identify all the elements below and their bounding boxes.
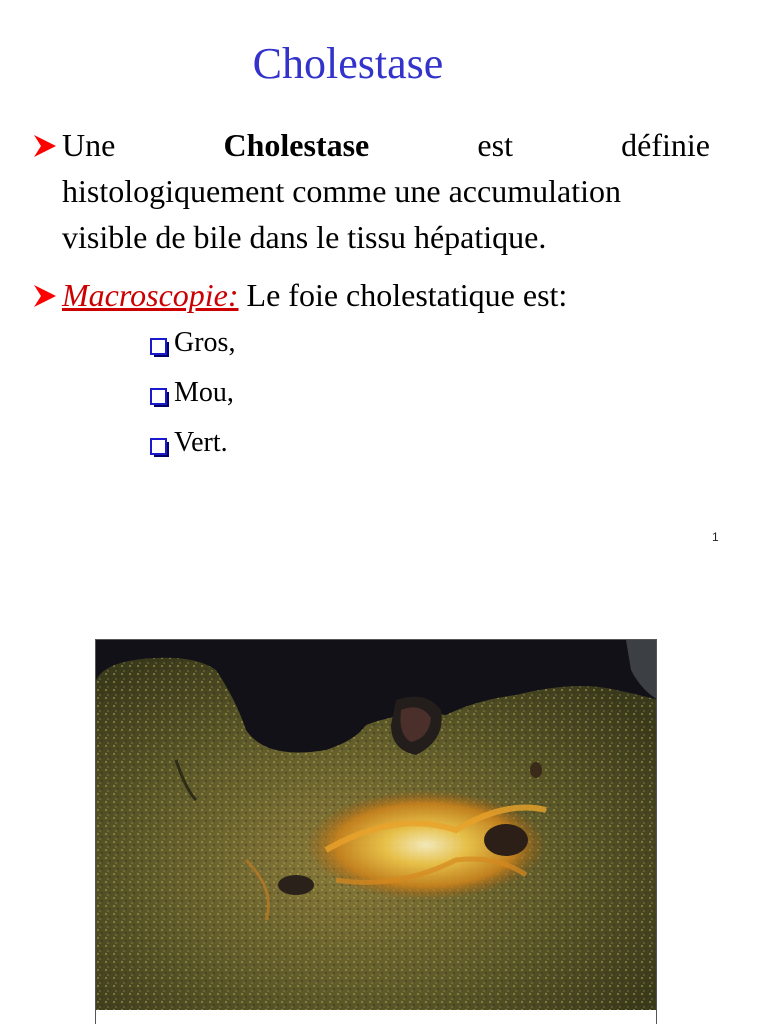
definition-line-3: visible de bile dans le tissu hépatique. [62,219,547,255]
page-number: 1 [712,530,719,544]
list-item [150,326,235,360]
list-item [150,426,235,460]
macroscopy-label: Macroscopie: [62,277,239,313]
macroscopy-bullet [32,272,742,318]
photo-caption-band [95,1010,657,1024]
slide-title: Cholestase [252,39,444,88]
feature-gros: Gros, [174,327,236,358]
word-definie: définie [621,127,710,163]
arrow-bullet-icon [32,283,58,309]
liver-photo [95,639,657,1024]
definition-line-2: histologiquement comme une accumulation [62,173,621,209]
definition-bullet [32,122,742,260]
definition-start [32,122,115,168]
list-item [150,376,235,410]
word-est: est [477,127,513,163]
word-cholestase: Cholestase [223,127,370,163]
liver-specimen-illustration [96,640,657,1024]
definition-first-line [32,122,710,168]
feature-mou: Mou, [174,377,234,408]
checkbox-icon [150,333,170,353]
checkbox-icon [150,433,170,453]
arrow-bullet-icon [32,133,58,159]
macroscopy-features-list [150,326,235,476]
checkbox-icon [150,383,170,403]
word-une: Une [62,127,116,163]
macroscopy-text: Le foie cholestatique est: [238,277,568,313]
feature-vert: Vert. [174,427,228,458]
